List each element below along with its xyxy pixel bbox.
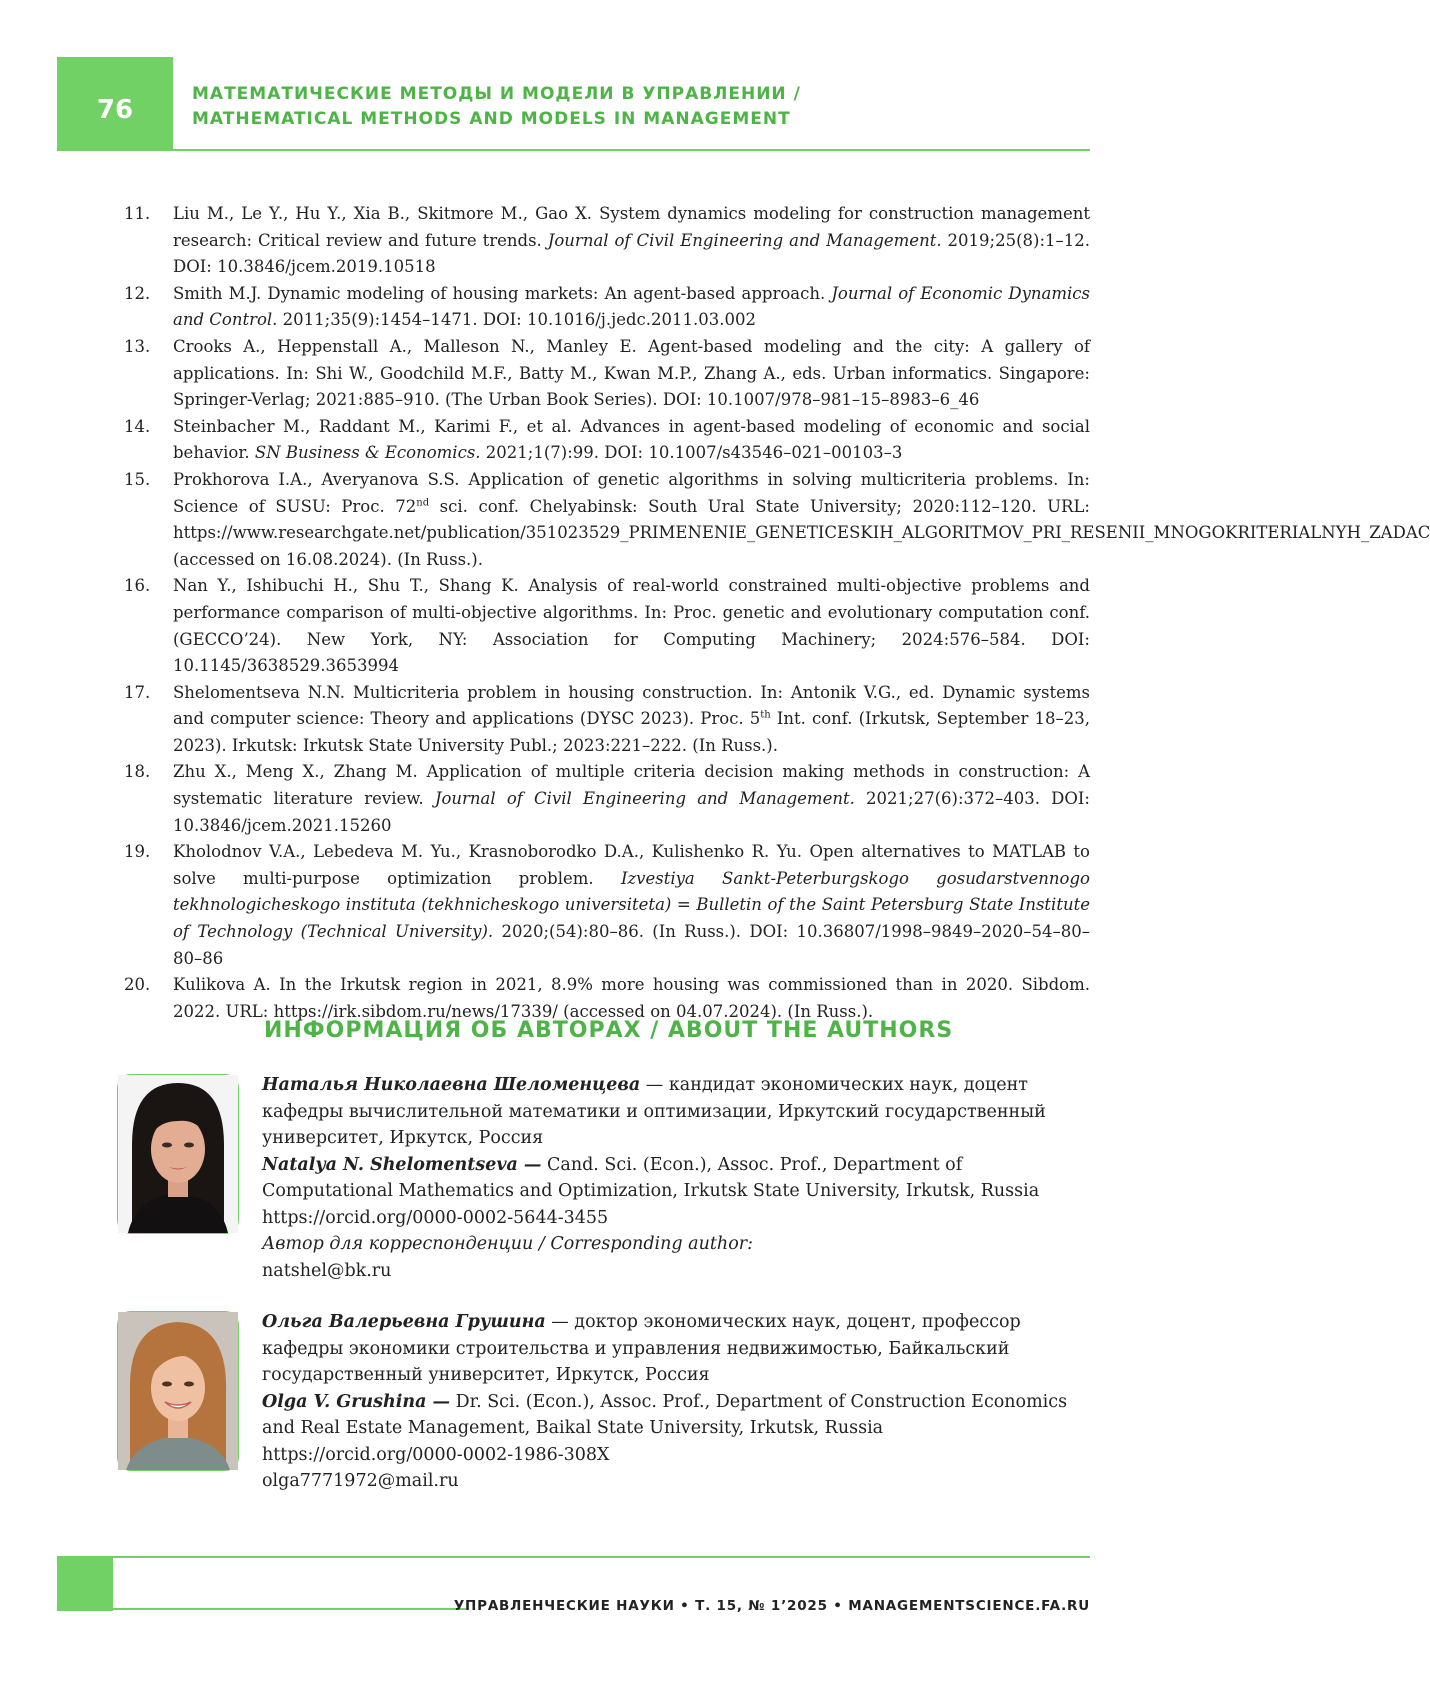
- reference-number: 11.: [124, 201, 150, 228]
- reference-superscript: th: [760, 710, 770, 721]
- author-name-ru: Наталья Николаевна Шеломенцева: [262, 1075, 640, 1095]
- reference-text: Kulikova A. In the Irkutsk region in 2021, 8.9% more housing was commissioned than in 2020. Sibdom. 2022. URL: https://irk.sibdom.ru/news/17339/ (accessed on 04.07.2024). (In Russ.).: [173, 975, 1090, 1021]
- reference-item: [124, 281, 1090, 334]
- reference-number: 18.: [124, 759, 150, 786]
- author-desc-en: Cand. Sci. (Econ.), Assoc. Prof., Department of Computational Mathematics and Optimization, Irkutsk State University, Irkutsk, Russia: [262, 1155, 1039, 1202]
- corresponding-author-label: Автор для корреспонденции / Corresponding author:: [262, 1231, 1090, 1258]
- reference-number: 12.: [124, 281, 150, 308]
- reference-item: [124, 680, 1090, 760]
- reference-item: [124, 201, 1090, 281]
- reference-item: [124, 414, 1090, 467]
- author-name-ru: Ольга Валерьевна Грушина: [262, 1312, 546, 1332]
- reference-item: [124, 839, 1090, 972]
- reference-number: 19.: [124, 839, 150, 866]
- reference-number: 14.: [124, 414, 150, 441]
- author-info-grushina: [262, 1309, 1090, 1495]
- reference-text: Int. conf. (Irkutsk, September 18–23, 2023). Irkutsk: Irkutsk State University Publ.; 2023:221–222. (In Russ.).: [173, 709, 1090, 755]
- author-photo-shelomentseva: [117, 1074, 239, 1234]
- reference-item: [124, 759, 1090, 839]
- reference-text: 2011;35(9):1454–1471. DOI: 10.1016/j.jedc.2011.03.002: [277, 310, 756, 329]
- reference-number: 13.: [124, 334, 150, 361]
- author-desc-ru: — кандидат экономических наук, доцент кафедры вычислительной математики и оптимизации, Иркутский государственный университет, Иркутск, Россия: [262, 1075, 1046, 1148]
- author-name-en: Olga V. Grushina —: [262, 1392, 450, 1412]
- reference-text: Crooks A., Heppenstall A., Malleson N., Manley E. Agent-based modeling and the city: A gallery of applications. In: Shi W., Goodchild M.F., Batty M., Kwan M.P., Zhang A., eds. Urban informatics. Singapore: Springer-Verlag; 2021:885–910. (The Urban Book Series). DOI: 10.1007/978–981–15–8983–6_46: [173, 337, 1090, 409]
- author-desc-ru: — доктор экономических наук, доцент, профессор кафедры экономики строительства и управления недвижимостью, Байкальский государственный университет, Иркутск, Россия: [262, 1312, 1021, 1385]
- reference-journal: Journal of Civil Engineering and Management.: [435, 789, 855, 808]
- reference-text: Kholodnov V.A., Lebedeva M. Yu., Krasnoborodko D.A., Kulishenko R. Yu. Open alternatives to MATLAB to solve multi-purpose optimization problem.: [173, 842, 1090, 888]
- author-photo-grushina: [117, 1311, 239, 1471]
- running-header: [192, 82, 801, 132]
- authors-section-heading: ИНФОРМАЦИЯ ОБ АВТОРАХ / ABOUT THE AUTHORS: [264, 1018, 953, 1043]
- reference-journal: Journal of Economic Dynamics and Control.: [173, 284, 1090, 330]
- reference-item: [124, 334, 1090, 414]
- reference-number: 15.: [124, 467, 150, 494]
- page-number: 76: [57, 95, 173, 125]
- author-en-line: [262, 1152, 1090, 1205]
- author-desc-en: Dr. Sci. (Econ.), Assoc. Prof., Department of Construction Economics and Real Estate Management, Baikal State University, Irkutsk, Russia: [262, 1392, 1067, 1439]
- author-email-link[interactable]: natshel@bk.ru: [262, 1258, 1090, 1285]
- journal-footer: УПРАВЛЕНЧЕСКИЕ НАУКИ • Т. 15, № 1’2025 • MANAGEMENTSCIENCE.FA.RU: [454, 1598, 1090, 1614]
- reference-text: Zhu X., Meng X., Zhang M. Application of multiple criteria decision making methods in construction: A systematic literature review.: [173, 762, 1090, 808]
- reference-journal: SN Business & Economics.: [255, 443, 481, 462]
- reference-superscript: nd: [416, 497, 429, 508]
- reference-text: 2020;(54):80–86. (In Russ.). DOI: 10.36807/1998–9849–2020–54–80–80–86: [173, 922, 1090, 968]
- footer-divider-bottom: [113, 1608, 466, 1610]
- reference-text: 2021;27(6):372–403. DOI: 10.3846/jcem.2021.15260: [173, 789, 1090, 835]
- reference-text: Liu M., Le Y., Hu Y., Xia B., Skitmore M., Gao X. System dynamics modeling for construction management research: Critical review and future trends.: [173, 204, 1090, 250]
- reference-journal: Journal of Civil Engineering and Management.: [548, 231, 942, 250]
- reference-number: 20.: [124, 972, 150, 999]
- author-name-en: Natalya N. Shelomentseva —: [262, 1155, 541, 1175]
- reference-text: Nan Y., Ishibuchi H., Shu T., Shang K. Analysis of real-world constrained multi-objective problems and performance comparison of multi-objective algorithms. In: Proc. genetic and evolutionary computation conf. (GECCO’24). New York, NY: Association for Computing Machinery; 2024:576–584. DOI: 10.1145/3638529.3653994: [173, 576, 1090, 675]
- running-header-en: MATHEMATICAL METHODS AND MODELS IN MANAGEMENT: [192, 107, 801, 132]
- reference-text: Shelomentseva N.N. Multicriteria problem in housing construction. In: Antonik V.G., ed. Dynamic systems and computer science: Theory and applications (DYSC 2023). Proc. 5: [173, 683, 1090, 729]
- footer-divider-top: [113, 1556, 1090, 1558]
- running-header-ru: МАТЕМАТИЧЕСКИЕ МЕТОДЫ И МОДЕЛИ В УПРАВЛЕНИИ /: [192, 82, 801, 107]
- reference-text: 2021;1(7):99. DOI: 10.1007/s43546–021–00103–3: [481, 443, 903, 462]
- reference-list: [124, 201, 1090, 1025]
- author-en-line: [262, 1389, 1090, 1442]
- reference-text: sci. conf. Chelyabinsk: South Ural State University; 2020:112–120. URL: https://www.researchgate.net/publication/351023529_PRIMENENIE_GENETICESKIH_ALGORITMOV_PRI_RESENII_MNOGOKRITERIALNYH_ZADAC (accessed on 16.08.2024). (In Russ.).: [173, 497, 1430, 569]
- reference-text: Steinbacher M., Raddant M., Karimi F., et al. Advances in agent-based modeling of economic and social behavior.: [173, 417, 1090, 463]
- reference-text: Smith M.J. Dynamic modeling of housing markets: An agent-based approach.: [173, 284, 831, 303]
- author-info-shelomentseva: [262, 1072, 1090, 1284]
- author-orcid-link[interactable]: https://orcid.org/0000-0002-1986-308X: [262, 1442, 1090, 1469]
- reference-text: Prokhorova I.A., Averyanova S.S. Application of genetic algorithms in solving multicriteria problems. In: Science of SUSU: Proc. 72: [173, 470, 1090, 516]
- author-orcid-link[interactable]: https://orcid.org/0000-0002-5644-3455: [262, 1205, 1090, 1232]
- header-divider: [173, 149, 1090, 151]
- footer-green-block: [57, 1556, 113, 1611]
- reference-journal: Izvestiya Sankt-Peterburgskogo gosudarstvennogo tekhnologicheskogo instituta (tekhnicheskogo universiteta) = Bulletin of the Saint Petersburg State Institute of Technology (Technical University).: [173, 869, 1090, 941]
- author-email-link[interactable]: olga7771972@mail.ru: [262, 1468, 1090, 1495]
- reference-item: [124, 467, 1090, 573]
- reference-number: 16.: [124, 573, 150, 600]
- reference-number: 17.: [124, 680, 150, 707]
- reference-item: [124, 573, 1090, 679]
- reference-text: 2019;25(8):1–12. DOI: 10.3846/jcem.2019.10518: [173, 231, 1090, 277]
